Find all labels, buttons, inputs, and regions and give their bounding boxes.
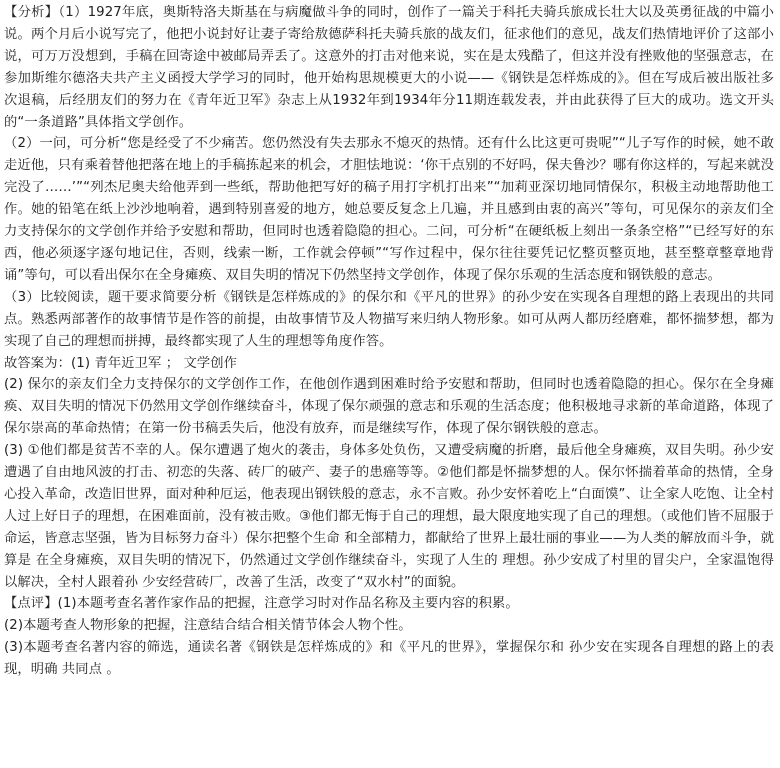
comment-part-2: (2)本题考查人物形象的把握，注意结合结合相关情节体会人物个性。 xyxy=(4,618,412,634)
comment-part-1: 【点评】(1)本题考查名著作家作品的把握，注意学习时对作品名称及主要内容的积累。 xyxy=(4,596,519,612)
analysis-part-2: （2）一问，可分析“您是经受了不少痛苦。您仍然没有失去那永不熄灭的热情。还有什么比这更可贵呢”“儿子写作的时候，她不敢走近他，只有乘着替他把落在地上的手稿拣起来的机会，才胆怯地说：‘你干点别的不好吗，保夫鲁沙？哪有你这样的，写起来就没完没了……’”“列杰尼奥夫给他弄到一些纸，帮助他把写好的稿子用打字机打出来”“加莉亚深切地同情保尔，积极主动地帮助他工作。她的铅笔在纸上沙沙地响着，遇到特别喜爱的地方，她总要反复念上几遍，并且感到由衷的高兴”等句，可见保尔的亲友们全力支持保尔的文学创作并给予安慰和帮助，但同时也透着隐隐的担心。二问，可分析“在硬纸板上刻出一条条空格”“已经写好的东西，他必须逐字逐句地记住，否则，线索一断，工作就会停顿”“写作过程中，保尔往往要凭记忆整页整页地，甚至整章整章地背诵”等句，可以看出保尔在全身瘫痪、双目失明的情况下仍然坚持文学创作，体现了保尔乐观的生活态度和钢铁般的意志。 xyxy=(4,136,774,283)
analysis-part-3: （3）比较阅读，题干要求简要分析《钢铁是怎样炼成的》的保尔和《平凡的世界》的孙少安在实现各自理想的路上表现出的共同点。熟悉两部著作的故事情节是作答的前提，由故事情节及人物描写来归纳人物形象。如可从两人都历经磨难，都怀揣梦想，都为实现了自己的理想而拼搏，最终都实现了人生的理想等角度作答。 xyxy=(4,289,774,349)
answer-part-1: 故答案为：(1) 青年近卫军 ； 文学创作 xyxy=(4,355,238,371)
answer-part-2: (2) 保尔的亲友们全力支持保尔的文学创作工作，在他创作遇到困难时给予安慰和帮助，但同时也透着隐隐的担心。保尔在全身瘫痪、双目失明的情况下仍然用文学创作继续奋斗，体现了保尔顽强的意志和乐观的生活态度；他积极地寻求新的革命道路，体现了保尔崇高的革命热情；在第一份书稿丢失后，他没有放弃，而是继续写作，体现了保尔钢铁般的意志。 xyxy=(4,377,774,437)
answer-part-3: (3) ①他们都是贫苦不幸的人。保尔遭遇了炮火的袭击，身体多处负伤，又遭受病魔的折磨，最后他全身瘫痪，双目失明。孙少安遭遇了自由地风波的打击、初恋的失落、砖厂的破产、妻子的患癌等等。②他们都是怀揣梦想的人。保尔怀揣着革命的热情，全身心投入革命，改造旧世界，面对种种厄运，他表现出钢铁般的意志，永不言败。孙少安怀着吃上“白面馍”、让全家人吃饱、让全村人过上好日子的理想，在困难面前，没有被击败。③他们都无悔于自己的理想，最大限度地实现了自己的理想。（或他们皆不屈服于命运，皆意志坚强，皆为目标努力奋斗）保尔把整个生命 和全部精力，都献给了世界上最壮丽的事业——为人类的解放而斗争，就算是 在全身瘫痪，双目失明的情况下，仍然通过文学创作继续奋斗，实现了人生的 理想。孙少安成了村里的冒尖户，全家温饱得以解决，全村人跟着孙 少安经营砖厂，改善了生活，改变了“双水村”的面貌。 xyxy=(4,443,774,590)
analysis-part-1: 【分析】（1）1927年底，奥斯特洛夫斯基在与病魔做斗争的同时，创作了一篇关于科托夫骑兵旅成长壮大以及英勇征战的中篇小说。两个月后小说写完了，他把小说封好让妻子寄给敖德萨科托夫骑兵旅的战友们，征求他们的意见，战友们热情地评价了这部小说，可万万没想到，手稿在回寄途中被邮局弄丢了。这意外的打击对他来说，实在是太残酷了，但这并没有挫败他的坚强意志，在参加斯维尔德洛夫共产主义函授大学学习的同时，他开始构思规模更大的小说——《钢铁是怎样炼成的》。但在写成后被出版社多次退稿，后经朋友们的努力在《青年近卫军》杂志上从1932年到1934年分11期连载发表，并由此获得了巨大的成功。选文开头的“一条道路”具体指文学创作。 xyxy=(4,5,774,130)
comment-part-3: (3)本题考查名著内容的筛选，通读名著《钢铁是怎样炼成的》和《平凡的世界》，掌握保尔和 孙少安在实现各自理想的路上的表现，明确 共同点 。 xyxy=(4,640,774,678)
